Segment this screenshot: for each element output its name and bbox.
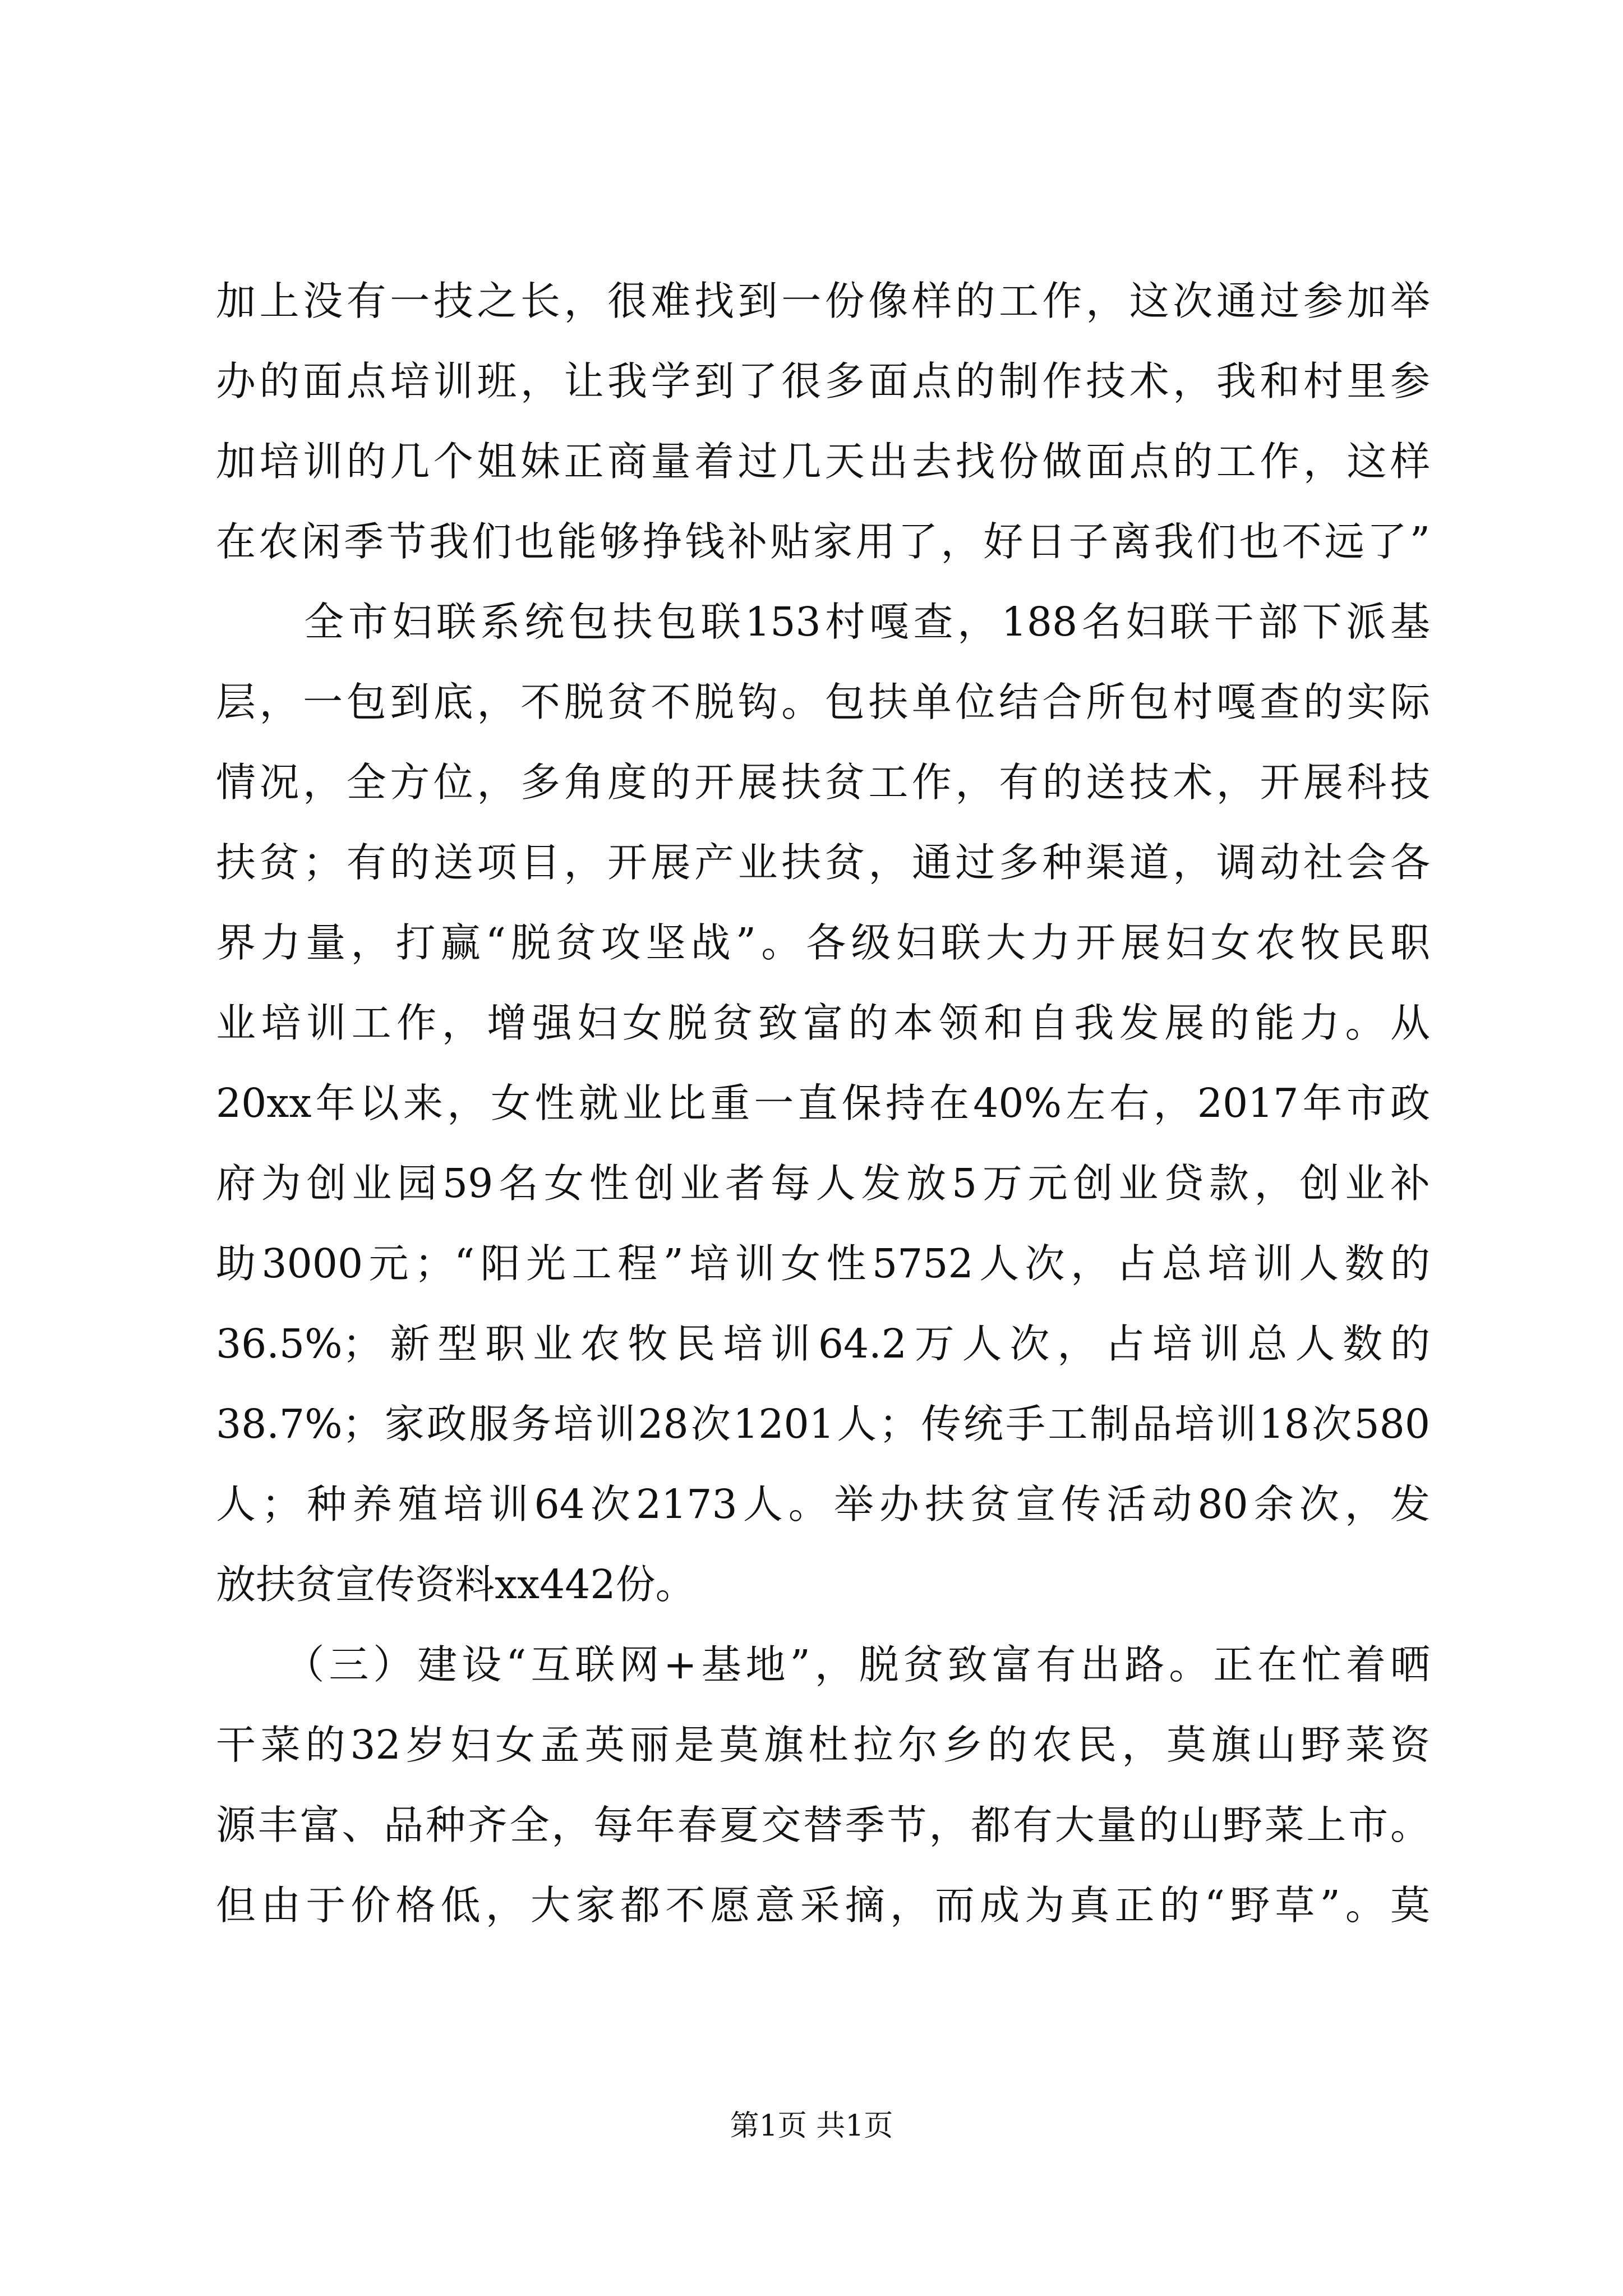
text-line: 界力量，打赢“脱贫攻坚战”。各级妇联大力开展妇女农牧民职 [216, 919, 1430, 966]
page-footer: 第1页 共1页 [730, 2109, 893, 2143]
text-line: 36.5%；新型职业农牧民培训64.2万人次，占培训总人数的 [216, 1320, 1430, 1367]
text-line: 人；种养殖培训64次2173人。举办扶贫宣传活动80余次，发 [216, 1481, 1430, 1527]
text-line: 放扶贫宣传资料xx442份。 [216, 1561, 695, 1608]
text-line: 助3000元；“阳光工程”培训女性5752人次，占总培训人数的 [216, 1240, 1430, 1287]
text-line: （三）建设“互联网+基地”，脱贫致富有出路。正在忙着晒 [216, 1641, 1430, 1688]
text-line: 38.7%；家政服务培训28次1201人；传统手工制品培训18次580 [216, 1401, 1430, 1447]
body-text [216, 261, 1430, 1945]
text-line: 但由于价格低，大家都不愿意采摘，而成为真正的“野草”。莫 [216, 1882, 1430, 1929]
text-line: 加上没有一技之长，很难找到一份像样的工作，这次通过参加举 [216, 278, 1430, 324]
text-line: 层，一包到底，不脱贫不脱钩。包扶单位结合所包村嘎查的实际 [216, 679, 1430, 725]
text-line: 办的面点培训班，让我学到了很多面点的制作技术，我和村里参 [216, 358, 1430, 404]
text-line: 情况，全方位，多角度的开展扶贫工作，有的送技术，开展科技 [216, 759, 1430, 806]
text-line: 源丰富、品种齐全，每年春夏交替季节，都有大量的山野菜上市。 [216, 1802, 1430, 1848]
text-line: 业培训工作，增强妇女脱贫致富的本领和自我发展的能力。从 [216, 1000, 1430, 1046]
text-line: 在农闲季节我们也能够挣钱补贴家用了，好日子离我们也不远了” [216, 518, 1430, 565]
text-line: 干菜的32岁妇女孟英丽是莫旗杜拉尔乡的农民，莫旗山野菜资 [216, 1722, 1430, 1768]
text-line: 加培训的几个姐妹正商量着过几天出去找份做面点的工作，这样 [216, 438, 1430, 485]
text-line: 全市妇联系统包扶包联153村嘎查，188名妇联干部下派基 [216, 599, 1430, 645]
text-line: 20xx年以来，女性就业比重一直保持在40%左右，2017年市政 [216, 1080, 1430, 1126]
text-line: 扶贫；有的送项目，开展产业扶贫，通过多种渠道，调动社会各 [216, 839, 1430, 886]
text-line: 府为创业园59名女性创业者每人发放5万元创业贷款，创业补 [216, 1160, 1430, 1207]
